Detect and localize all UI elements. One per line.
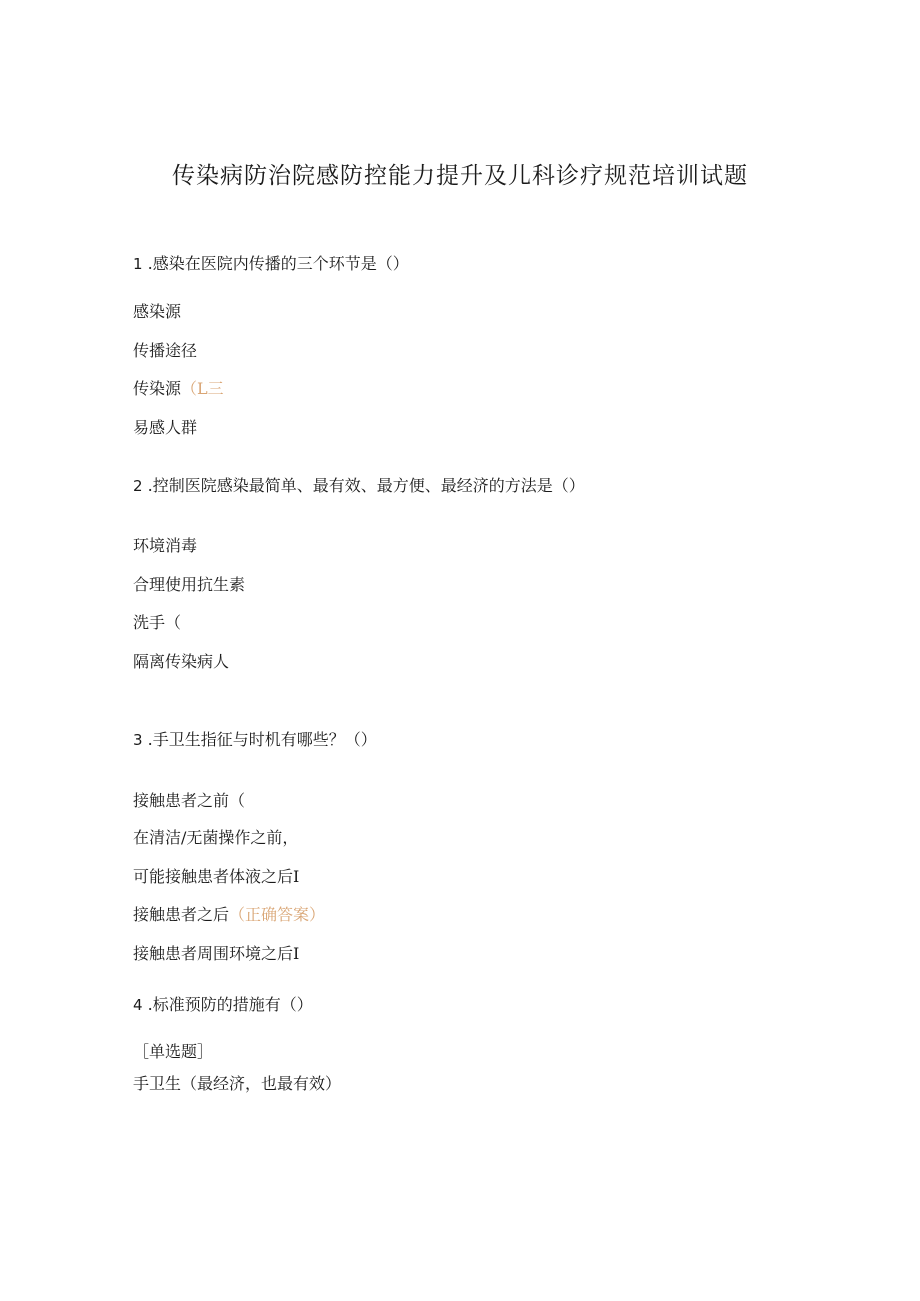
option: 感染源 [133, 302, 182, 321]
question-3 [133, 729, 377, 751]
option: 隔离传染病人 [133, 652, 230, 671]
question-number: 1 [133, 255, 143, 273]
question-text: .手卫生指征与时机有哪些？（） [147, 730, 377, 749]
option: 手卫生（最经济，也最有效） [133, 1074, 342, 1093]
question-text: .感染在医院内传播的三个环节是（） [147, 254, 409, 273]
question-type-label: ［单选题］ [133, 1042, 214, 1061]
question-number: 2 [133, 477, 143, 495]
question-text: .控制医院感染最简单、最有效、最方便、最经济的方法是（） [147, 476, 585, 495]
answer-mark: （L三 [181, 379, 224, 398]
option-text: 接触患者之后 [133, 905, 230, 924]
question-2 [133, 475, 585, 497]
option [133, 904, 325, 926]
question-number: 4 [133, 996, 143, 1014]
question-text: .标准预防的措施有（） [147, 995, 313, 1014]
option: 环境消毒 [133, 536, 198, 555]
option: 可能接触患者体液之后I [133, 867, 300, 886]
option [133, 378, 224, 400]
question-number: 3 [133, 731, 143, 749]
document-title: 传染病防治院感防控能力提升及儿科诊疗规范培训试题 [172, 163, 748, 189]
option: 接触患者周围环境之后I [133, 944, 300, 963]
option: 易感人群 [133, 418, 198, 437]
option: 洗手（ [133, 613, 182, 632]
option: 在清洁/无菌操作之前， [133, 828, 299, 847]
correct-answer-mark: （正确答案） [229, 905, 326, 924]
option: 接触患者之前（ [133, 791, 246, 810]
option: 传播途径 [133, 341, 198, 360]
option: 合理使用抗生素 [133, 575, 246, 594]
option-text: 传染源 [133, 379, 182, 398]
question-1 [133, 253, 409, 275]
question-4 [133, 994, 313, 1016]
